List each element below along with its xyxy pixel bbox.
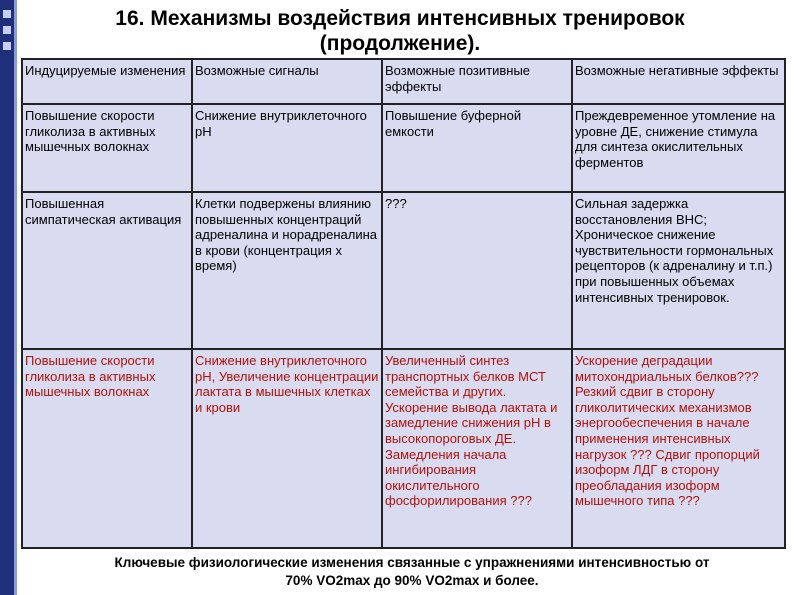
table-cell: Повышение скорости гликолиза в активных мышечных волокнах — [22, 104, 192, 192]
table-cell: Клетки подвержены влиянию повышенных концентраций адреналина и норадреналина в крови (концентрация х время) — [192, 192, 382, 349]
footer-line1: Ключевые физиологические изменения связанные с упражнениями интенсивностью от — [114, 555, 710, 570]
decor-square — [3, 26, 11, 34]
left-decor-accent — [14, 0, 17, 595]
table-header-cell: Возможные негативные эффекты — [572, 59, 785, 104]
table-cell: Ускорение деградации митохондриальных белков??? Резкий сдвиг в сторону гликолитических механизмов энергообеспечения в начале применения интенсивных нагрузок ??? Сдвиг пропорций изоформ ЛДГ в сторону преобладания изоформ мышечного типа ??? — [572, 349, 785, 548]
table-row — [22, 104, 785, 192]
table-row-highlighted — [22, 349, 785, 548]
slide-title-line2: (продолжение). — [319, 32, 481, 55]
table-cell: Повышенная симпатическая активация — [22, 192, 192, 349]
slide-title-line1: 16. Механизмы воздействия интенсивных тренировок — [115, 7, 685, 30]
slide-footer — [40, 554, 784, 590]
table-cell: Снижение внутриклеточного рН, Увеличение концентрации лактата в мышечных клетках и крови — [192, 349, 382, 548]
table-header-cell: Возможные сигналы — [192, 59, 382, 104]
decor-square — [3, 42, 11, 50]
slide-title — [30, 6, 770, 56]
decor-square — [3, 10, 11, 18]
table-row — [22, 192, 785, 349]
table-cell: Снижение внутриклеточного рН — [192, 104, 382, 192]
table-header-cell: Возможные позитивные эффекты — [382, 59, 572, 104]
table-cell: Преждевременное утомление на уровне ДЕ, снижение стимула для синтеза окислительных ферментов — [572, 104, 785, 192]
table-cell: ??? — [382, 192, 572, 349]
table-cell: Увеличенный синтез транспортных белков МСТ семейства и других. Ускорение вывода лактата и замедление снижения рН в высокопороговых ДЕ. Замедления начала ингибирования окислительного фосфорилирования ??? — [382, 349, 572, 548]
mechanisms-table — [21, 58, 786, 549]
table-cell: Сильная задержка восстановления ВНС; Хроническое снижение чувствительности гормональных рецепторов (к адреналину и т.п.) при повышенных объемах интенсивных тренировок. — [572, 192, 785, 349]
left-decor-bar — [0, 0, 14, 595]
table-header-row — [22, 59, 785, 104]
table-cell: Повышение буферной емкости — [382, 104, 572, 192]
footer-line2: 70% VO2max до 90% VO2max и более. — [285, 573, 539, 588]
table-header-cell: Индуцируемые изменения — [22, 59, 192, 104]
table-cell: Повышение скорости гликолиза в активных мышечных волокнах — [22, 349, 192, 548]
